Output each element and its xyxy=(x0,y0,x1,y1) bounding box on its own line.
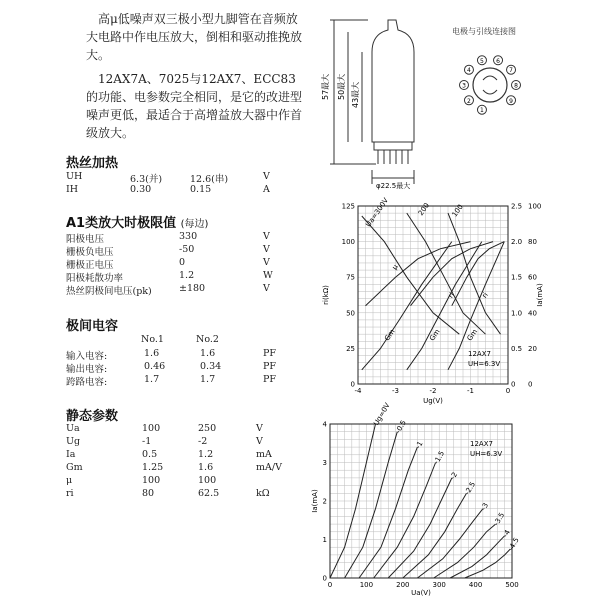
capacitance-v2: 1.7 xyxy=(200,374,216,385)
static-unit: V xyxy=(256,436,263,447)
static-v2: 100 xyxy=(198,475,217,486)
static-label: μ xyxy=(66,475,73,486)
heater-unit: V xyxy=(263,171,270,182)
y-right1-tick-label: 2.0 xyxy=(511,238,523,247)
pin-label: 5 xyxy=(480,57,484,65)
series-line xyxy=(450,536,505,578)
curve-label: ri xyxy=(480,291,490,300)
heater-voltage-annotation: UH=6.3V xyxy=(468,360,501,368)
static-v1: 0.5 xyxy=(142,449,158,460)
y-right2-tick-label: 40 xyxy=(528,309,537,318)
series-line xyxy=(448,213,501,334)
y-left-tick-label: 0 xyxy=(350,380,355,389)
x-tick-label: 0 xyxy=(327,581,333,589)
series-line xyxy=(345,432,398,578)
capacitance-v1: 1.7 xyxy=(144,374,160,385)
x-axis-label: Ua(V) xyxy=(411,589,431,597)
heater-title: 热丝加热 xyxy=(66,156,119,171)
static-unit: V xyxy=(256,423,263,434)
pin-label: 9 xyxy=(509,97,513,105)
static-row xyxy=(66,449,286,462)
y-left-tick-label: 50 xyxy=(346,309,355,318)
capacitance-v2: 1.6 xyxy=(200,348,216,359)
y-left-tick-label: 25 xyxy=(346,344,355,353)
y-tick-label: 3 xyxy=(322,459,327,467)
pin-circles xyxy=(460,56,521,114)
limits-label: 栅极负电压 xyxy=(66,247,114,258)
y-left-tick-label: 100 xyxy=(341,238,355,247)
static-v1: 1.25 xyxy=(142,462,164,473)
limits-label: 栅极正电压 xyxy=(66,260,114,271)
static-v2: 62.5 xyxy=(198,488,220,499)
y-left-tick-label: 125 xyxy=(341,202,355,211)
y-right1-tick-label: 0.5 xyxy=(511,344,523,353)
curve-label: μ xyxy=(390,262,400,272)
y-right2-tick-label: 0 xyxy=(528,380,533,389)
limits-value: ±180 xyxy=(179,283,206,294)
limits-label: 阳极电压 xyxy=(66,234,105,245)
heater-row xyxy=(66,171,286,184)
chart-ug-characteristics xyxy=(318,198,548,406)
y-left-axis-label: ri(kΩ) xyxy=(322,285,330,305)
static-v1: 100 xyxy=(142,423,161,434)
capacitance-unit: PF xyxy=(263,348,276,359)
capacitance-unit: PF xyxy=(263,374,276,385)
x-tick-label: 300 xyxy=(432,581,446,589)
capacitance-v1: 1.6 xyxy=(144,348,160,359)
limits-row xyxy=(66,231,286,244)
series-label: -2.5 xyxy=(463,480,478,497)
pin-label: 8 xyxy=(514,82,518,90)
static-v1: 80 xyxy=(142,488,155,499)
limits-value: 0 xyxy=(179,257,186,268)
static-v2: 250 xyxy=(198,423,217,434)
limits-row xyxy=(66,257,286,270)
y-right1-tick-label: 2.5 xyxy=(511,202,523,211)
x-tick-label: 400 xyxy=(468,581,483,589)
curve-label: 200 xyxy=(416,201,432,218)
static-row xyxy=(66,436,286,449)
series-label: -4.5 xyxy=(506,536,521,553)
dim-57-label: 57最大 xyxy=(321,73,330,100)
intro-paragraph-1: 高μ低噪声双三极小型九脚管在音频放大电路中作电压放大，倒相和驱动推挽放大。 xyxy=(86,12,303,62)
capacitance-col2: No.2 xyxy=(196,334,219,345)
limits-unit: W xyxy=(263,270,273,281)
pin-label: 4 xyxy=(467,67,471,75)
static-row xyxy=(66,462,286,475)
x-tick-label: -2 xyxy=(429,387,437,395)
static-label: Ia xyxy=(66,449,76,460)
heater-voltage-annotation: UH=6.3V xyxy=(470,450,503,458)
limits-title-text: A1类放大时极限值 xyxy=(66,216,177,231)
static-v1: -1 xyxy=(142,436,152,447)
heater-unit: A xyxy=(263,184,270,195)
limits-unit: V xyxy=(263,283,270,294)
tube-pins xyxy=(378,150,408,164)
heater-v2: 12.6(串) xyxy=(190,174,229,185)
static-v2: -2 xyxy=(198,436,208,447)
static-label: Ua xyxy=(66,423,80,434)
pin-connection-diagram xyxy=(455,50,525,120)
tube-type-annotation: 12AX7 xyxy=(468,350,491,358)
static-row xyxy=(66,475,286,488)
limits-subtitle: (每边) xyxy=(180,219,209,230)
curve-label: Gm xyxy=(428,327,442,343)
curve-label: Ua=300V xyxy=(364,196,391,229)
series-label: -3.5 xyxy=(492,511,507,528)
static-label: Gm xyxy=(66,462,83,473)
pin-label: 1 xyxy=(480,107,484,115)
heater-label: UH xyxy=(66,171,83,182)
y-right2-tick-label: 60 xyxy=(528,273,537,282)
limits-value: -50 xyxy=(179,244,195,255)
capacitance-title: 极间电容 xyxy=(66,319,119,334)
static-row xyxy=(66,423,286,436)
x-tick-label: -4 xyxy=(354,387,362,395)
x-tick-label: 500 xyxy=(505,581,519,589)
limits-unit: V xyxy=(263,257,270,268)
series-label: -4 xyxy=(501,528,512,539)
x-tick-label: -3 xyxy=(392,387,399,395)
y-right2-tick-label: 20 xyxy=(528,344,537,353)
x-axis-label: Ug(V) xyxy=(423,397,443,405)
limits-row xyxy=(66,283,286,296)
pin-internal-electrodes xyxy=(483,76,497,94)
capacitance-v2: 0.34 xyxy=(200,361,222,372)
x-tick-label: -1 xyxy=(467,387,474,395)
capacitance-unit: PF xyxy=(263,361,276,372)
intro-text xyxy=(86,10,306,148)
heater-v1: 6.3(并) xyxy=(130,174,163,185)
curve-label: 100 xyxy=(450,202,465,219)
static-v1: 100 xyxy=(142,475,161,486)
series-label: -0.5 xyxy=(394,418,408,435)
static-unit: mA/V xyxy=(256,462,282,473)
series-label: -2 xyxy=(448,470,460,481)
x-tick-label: 100 xyxy=(359,581,374,589)
y-tick-label: 0 xyxy=(322,574,327,583)
tube-base xyxy=(374,142,412,150)
curve-label: Gm xyxy=(465,327,480,343)
capacitance-row xyxy=(66,374,286,387)
dim-dia-label: φ22.5最大 xyxy=(376,182,411,190)
x-tick-label: 200 xyxy=(396,581,410,589)
limits-row xyxy=(66,270,286,283)
limits-unit: V xyxy=(263,231,270,242)
series-label: -3 xyxy=(479,501,491,512)
y-right1-tick-label: 1.5 xyxy=(511,273,523,282)
pin-label: 7 xyxy=(509,67,513,75)
pin-label: 3 xyxy=(462,82,466,90)
series-label: -1 xyxy=(414,440,425,451)
y-axis-label: Ia(mA) xyxy=(311,489,319,513)
pin-diagram-base xyxy=(473,68,507,102)
x-tick-label: 0 xyxy=(505,387,511,395)
y-tick-label: 2 xyxy=(322,497,327,506)
limits-title xyxy=(66,212,208,231)
limits-unit: V xyxy=(263,244,270,255)
y-right1-tick-label: 0 xyxy=(511,380,516,389)
static-v2: 1.6 xyxy=(198,462,214,473)
series-label: -1.5 xyxy=(432,449,447,466)
y-right1-tick-label: 1.0 xyxy=(511,309,523,318)
capacitance-row xyxy=(66,348,286,361)
capacitance-label: 跨路电容: xyxy=(66,377,108,388)
intro-paragraph-2: 12AX7A、7025与12AX7、ECC83的功能、电参数完全相同，是它的改进型噪声更低，最适合于高增益放大器中作首级放大。 xyxy=(86,72,303,140)
y-left-tick-label: 75 xyxy=(346,273,355,282)
heater-v2: 0.15 xyxy=(190,184,212,195)
tube-type-annotation: 12AX7 xyxy=(470,440,493,448)
capacitance-label: 输出电容: xyxy=(66,364,108,375)
limits-value: 1.2 xyxy=(179,270,195,281)
limits-value: 330 xyxy=(179,231,198,242)
static-row xyxy=(66,488,286,501)
capacitance-row xyxy=(66,361,286,374)
y-right2-tick-label: 100 xyxy=(528,202,542,211)
pin-label: 6 xyxy=(496,57,500,65)
dim-50-label: 50最大 xyxy=(337,73,346,100)
y-right-axis-label: Ia(mA) xyxy=(536,283,544,307)
heater-row xyxy=(66,184,286,197)
heater-label: IH xyxy=(66,184,79,195)
static-unit: kΩ xyxy=(256,488,270,499)
limits-label: 阳极耗散功率 xyxy=(66,273,124,284)
limits-label: 热丝阴极间电压(pk) xyxy=(66,286,152,297)
dim-43-label: 43最大 xyxy=(351,81,360,108)
pin-diagram-title: 电极与引线连接图 xyxy=(452,27,516,36)
y-tick-label: 4 xyxy=(322,420,327,429)
series-label: Ug=0V xyxy=(372,401,392,427)
capacitance-label: 输入电容: xyxy=(66,351,108,362)
static-v2: 1.2 xyxy=(198,449,214,460)
y-tick-label: 1 xyxy=(322,536,327,544)
y-right2-tick-label: 80 xyxy=(528,238,537,247)
series-line xyxy=(407,213,486,334)
static-label: ri xyxy=(66,488,74,499)
static-label: Ug xyxy=(66,436,81,447)
heater-v1: 0.30 xyxy=(130,184,152,195)
tube-envelope xyxy=(372,20,414,142)
capacitance-v1: 0.46 xyxy=(144,361,166,372)
pin-label: 2 xyxy=(467,97,471,105)
static-unit: mA xyxy=(256,449,272,460)
curve-label: Gm xyxy=(383,327,397,343)
static-title: 静态参数 xyxy=(66,409,119,424)
tube-outline-diagram xyxy=(318,12,448,188)
limits-row xyxy=(66,244,286,257)
capacitance-col1: No.1 xyxy=(141,334,164,345)
curve-label: ri xyxy=(446,291,457,300)
